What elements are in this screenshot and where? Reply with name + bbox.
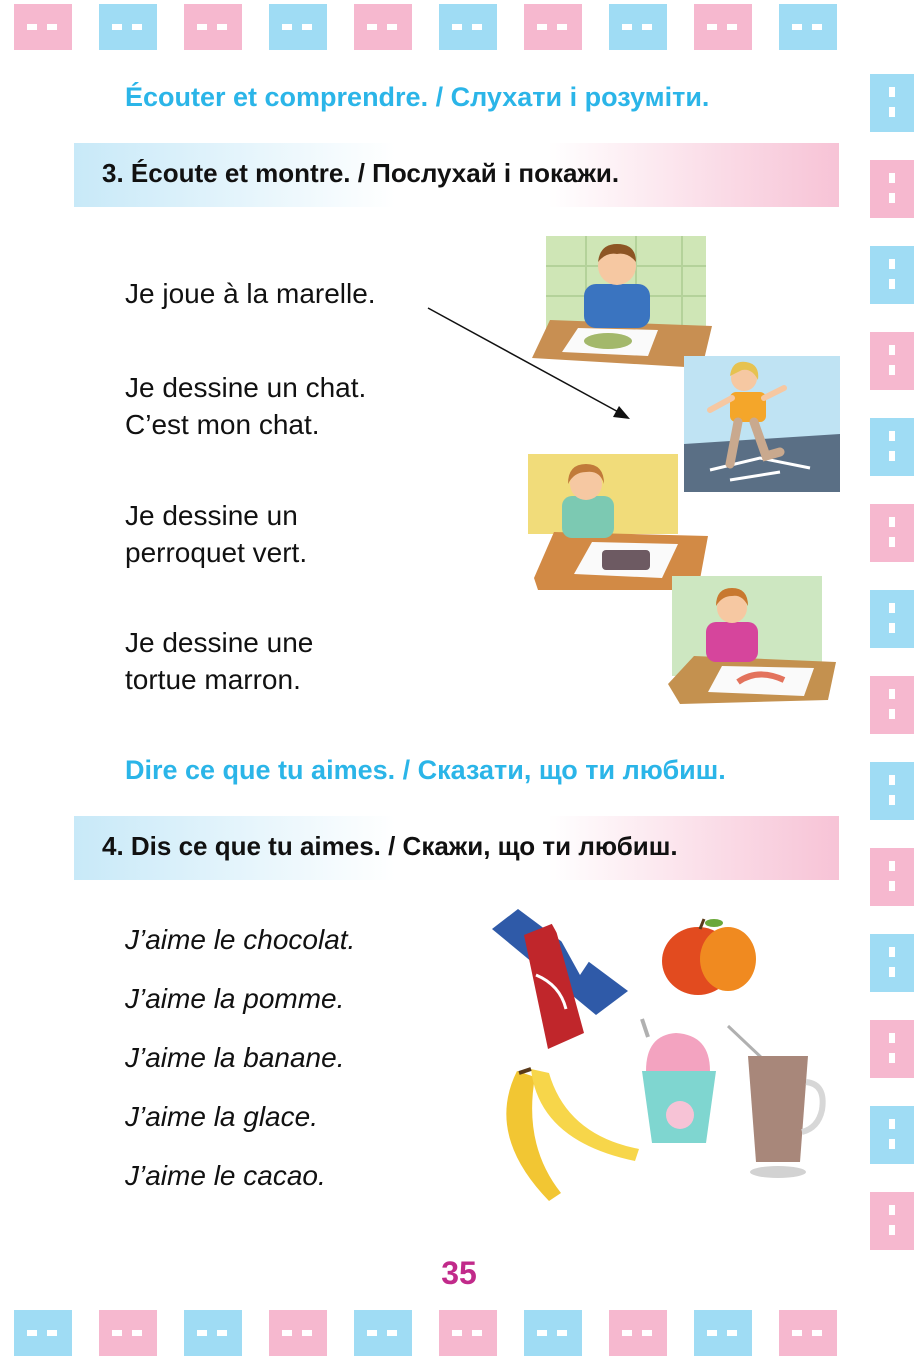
sentence-line: Je dessine une bbox=[125, 627, 314, 658]
boy-drawing-parrot-illustration bbox=[668, 572, 836, 712]
exercise-3-title: 3. Écoute et montre. / Послухай і покажи. bbox=[102, 158, 620, 188]
exercise-4-title: 4. Dis ce que tu aimes. / Скажи, що ти любиш. bbox=[102, 831, 678, 861]
section-heading-say: Dire ce que tu aimes. / Сказати, що ти любиш. bbox=[125, 755, 726, 785]
sentence-line: tortue marron. bbox=[125, 664, 301, 695]
exercise-4-band bbox=[74, 816, 839, 880]
sentence-ice-cream: J’aime la glace. bbox=[125, 1101, 318, 1132]
page-number: 35 bbox=[441, 1255, 477, 1291]
sentence-banana: J’aime la banane. bbox=[125, 1042, 345, 1073]
section-heading-listen: Écouter et comprendre. / Слухати і розуміти. bbox=[125, 82, 710, 112]
apple-illustration bbox=[658, 915, 762, 1001]
chocolate-bar-illustration bbox=[488, 905, 633, 1055]
sentence-cocoa: J’aime le cacao. bbox=[125, 1160, 326, 1191]
sentence-apple: J’aime la pomme. bbox=[125, 983, 345, 1014]
sentence-line: perroquet vert. bbox=[125, 537, 308, 568]
sentence-line: C’est mon chat. bbox=[125, 409, 320, 440]
sentence-line: Je joue à la marelle. bbox=[125, 278, 376, 309]
sentence-line: Je dessine un chat. bbox=[125, 372, 367, 403]
ice-cream-cup-illustration bbox=[636, 1015, 724, 1149]
boy-drawing-turtle-illustration bbox=[532, 230, 712, 368]
girl-drawing-cat-illustration bbox=[528, 450, 708, 590]
bananas-illustration bbox=[495, 1065, 645, 1210]
cocoa-glass-illustration bbox=[724, 1022, 830, 1182]
sentence-chocolate: J’aime le chocolat. bbox=[125, 924, 356, 955]
sentence-line: Je dessine un bbox=[125, 500, 298, 531]
